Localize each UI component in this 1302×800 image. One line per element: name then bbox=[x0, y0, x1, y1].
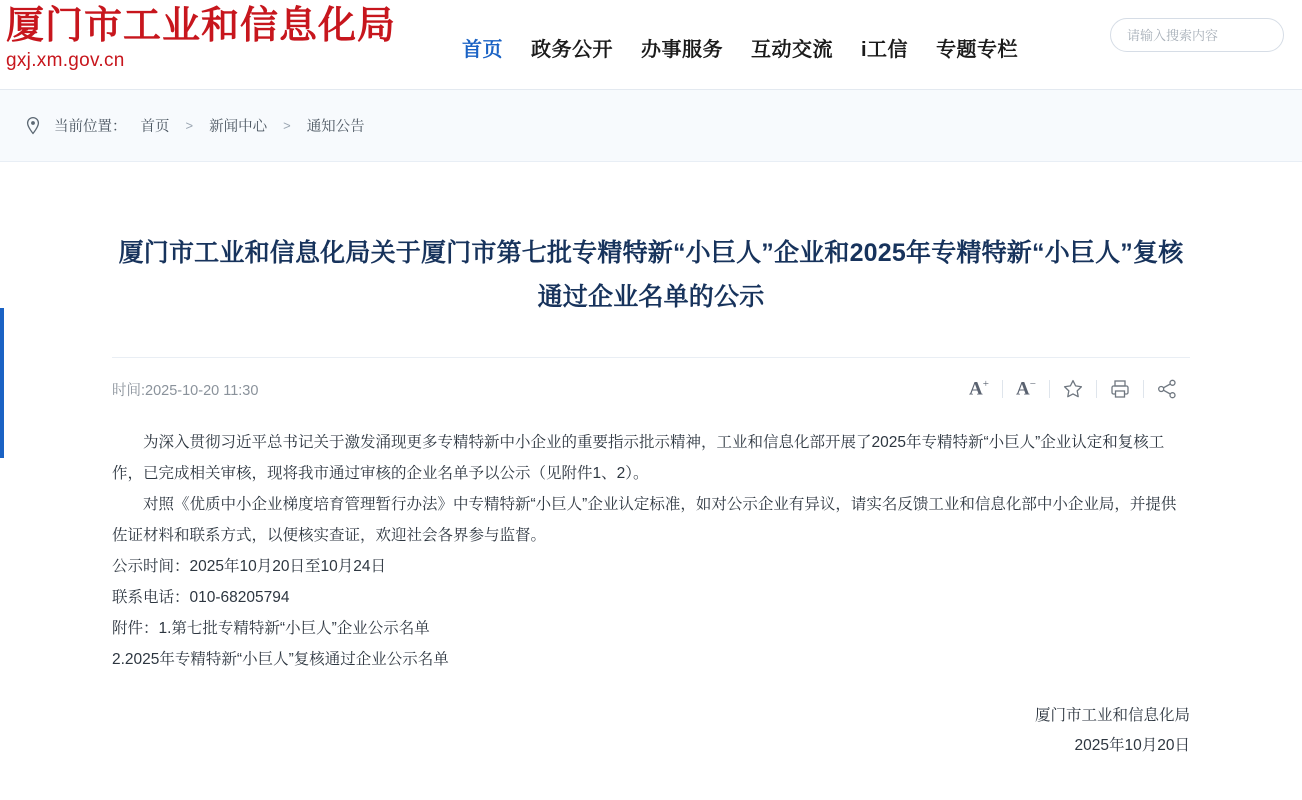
site-logo-title: 厦门市工业和信息化局 bbox=[6, 5, 397, 47]
share-icon[interactable] bbox=[1144, 374, 1190, 404]
article-toolbar bbox=[956, 374, 1190, 404]
breadcrumb-separator: > bbox=[185, 118, 194, 133]
search-box[interactable] bbox=[1110, 18, 1284, 52]
signature-date: 2025年10月20日 bbox=[1074, 736, 1190, 754]
page-title: 厦门市工业和信息化局关于厦门市第七批专精特新“小巨人”企业和2025年专精特新“小巨人”复核 通过企业名单的公示 bbox=[118, 238, 1184, 311]
font-decrease-icon[interactable]: A− bbox=[1016, 378, 1036, 400]
nav-item-special-columns[interactable]: 专题专栏 bbox=[936, 38, 1019, 61]
article-time: 时间:2025-10-20 11:30 bbox=[112, 382, 259, 399]
breadcrumb-separator: > bbox=[283, 118, 291, 133]
breadcrumb-item-news-center[interactable]: 新闻中心 bbox=[209, 119, 268, 135]
site-logo[interactable] bbox=[0, 0, 450, 72]
article-line-contact-phone: 联系电话：010-68205794 bbox=[112, 588, 290, 606]
nav-item-government-affairs[interactable]: 政务公开 bbox=[531, 38, 613, 61]
article-meta-row bbox=[112, 357, 1190, 405]
article-paragraph: 为深入贯彻习近平总书记关于激发涌现更多专精特新中小企业的重要指示批示精神，工业和信息化部开展了2025年专精特新“小巨人”企业认定和复核工作，已完成相关审核，现将我市通过审核的企业名单予以公示（见附件1、2）。 bbox=[112, 433, 1165, 482]
nav-item-services[interactable]: 办事服务 bbox=[641, 38, 723, 61]
article-line-attachment-1: 附件：1.第七批专精特新“小巨人”企业公示名单 bbox=[112, 619, 430, 637]
signature-org: 厦门市工业和信息化局 bbox=[1034, 706, 1190, 724]
site-header bbox=[0, 0, 1302, 90]
location-pin-icon bbox=[24, 116, 42, 136]
article-page bbox=[0, 162, 1302, 799]
breadcrumb-item-home[interactable]: 首页 bbox=[140, 119, 170, 135]
breadcrumb-label: 当前位置： bbox=[54, 119, 127, 135]
font-increase-icon[interactable]: A+ bbox=[969, 378, 989, 400]
article-signature bbox=[112, 701, 1190, 761]
breadcrumb-item-announcements[interactable]: 通知公告 bbox=[306, 119, 365, 135]
nav-item-interaction[interactable]: 互动交流 bbox=[751, 38, 833, 61]
favorite-star-icon[interactable] bbox=[1050, 374, 1096, 404]
left-accent-bar bbox=[0, 308, 4, 458]
search-input[interactable] bbox=[1125, 27, 1302, 44]
print-icon[interactable] bbox=[1097, 374, 1143, 404]
breadcrumb bbox=[0, 90, 1302, 162]
nav-item-home[interactable]: 首页 bbox=[462, 38, 503, 61]
article-line-publicity-period: 公示时间：2025年10月20日至10月24日 bbox=[112, 557, 386, 575]
article bbox=[112, 162, 1190, 761]
site-logo-domain: gxj.xm.gov.cn bbox=[6, 50, 125, 71]
article-body bbox=[112, 427, 1190, 675]
main-nav bbox=[462, 0, 1018, 72]
article-paragraph: 对照《优质中小企业梯度培育管理暂行办法》中专精特新“小巨人”企业认定标准，如对公示企业有异议，请实名反馈工业和信息化部中小企业局，并提供佐证材料和联系方式，以便核实查证，欢迎社会各界参与监督。 bbox=[112, 495, 1177, 544]
nav-item-igongxin[interactable]: i工信 bbox=[861, 38, 909, 61]
article-line-attachment-2: 2.2025年专精特新“小巨人”复核通过企业公示名单 bbox=[112, 650, 449, 668]
